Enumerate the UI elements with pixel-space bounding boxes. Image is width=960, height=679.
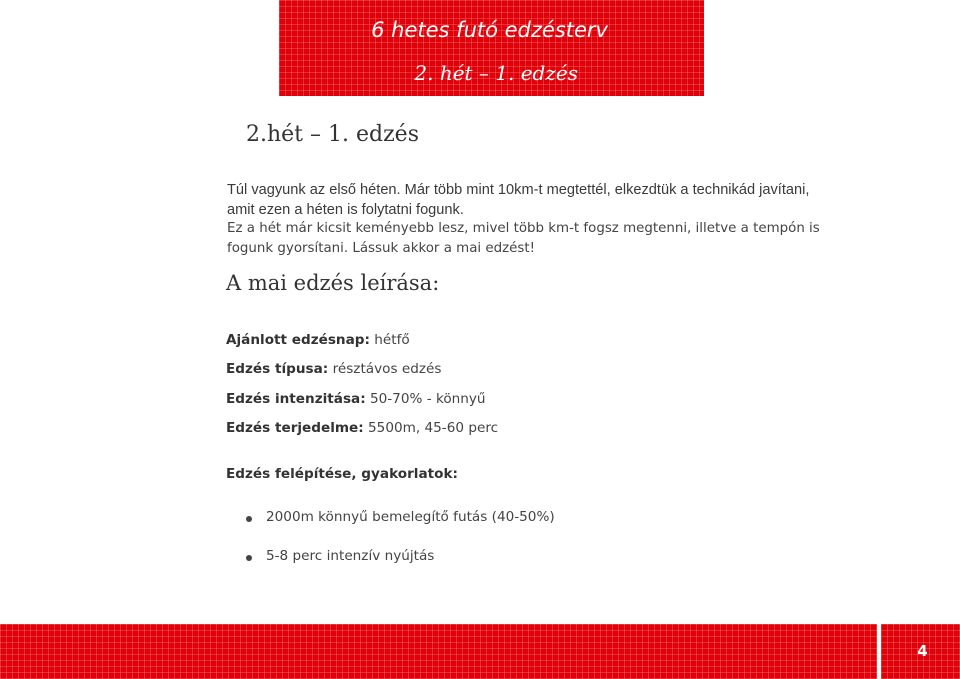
list-item-text: 5-8 perc intenzív nyújtás: [266, 548, 435, 564]
footer-bar: [0, 624, 960, 679]
field-recommended-day: [226, 332, 410, 348]
header-subtitle: 2. hét – 1. edzés: [414, 61, 578, 85]
list-item-text: 2000m könnyű bemelegítő futás (40-50%): [266, 509, 555, 525]
field-label: Edzés típusa:: [226, 361, 329, 377]
intro-paragraph-2: Ez a hét már kicsit keményebb lesz, mivel több km-t fogsz megtenni, illetve a tempón is fogunk gyorsítani. Lássuk akkor a mai edzést!: [227, 221, 820, 256]
field-intensity: [226, 391, 486, 407]
field-value: 50-70% - könnyű: [365, 391, 486, 407]
field-value: résztávos edzés: [328, 361, 442, 377]
header-banner: [279, 0, 704, 96]
page-number: 4: [917, 642, 928, 660]
field-label: Ajánlott edzésnap:: [226, 332, 370, 348]
bullet-icon: [246, 555, 252, 561]
structure-heading: Edzés felépítése, gyakorlatok:: [226, 466, 458, 482]
field-volume: [226, 420, 498, 436]
field-workout-type: [226, 361, 441, 377]
header-title: 6 hetes futó edzésterv: [371, 18, 608, 42]
field-value: 5500m, 45-60 perc: [363, 420, 499, 436]
description-heading: A mai edzés leírása:: [226, 271, 440, 295]
field-label: Edzés terjedelme:: [226, 420, 364, 436]
field-value: hétfő: [369, 332, 410, 348]
page-number-box: [877, 624, 960, 679]
section-heading: 2.hét – 1. edzés: [246, 122, 419, 147]
intro-paragraph: Túl vagyunk az első héten. Már több mint 10km-t megtettél, elkezdtük a technikád javítani, amit ezen a héten is folytatni fogunk.: [227, 182, 810, 218]
field-label: Edzés intenzitása:: [226, 391, 366, 407]
bullet-icon: [246, 516, 252, 522]
